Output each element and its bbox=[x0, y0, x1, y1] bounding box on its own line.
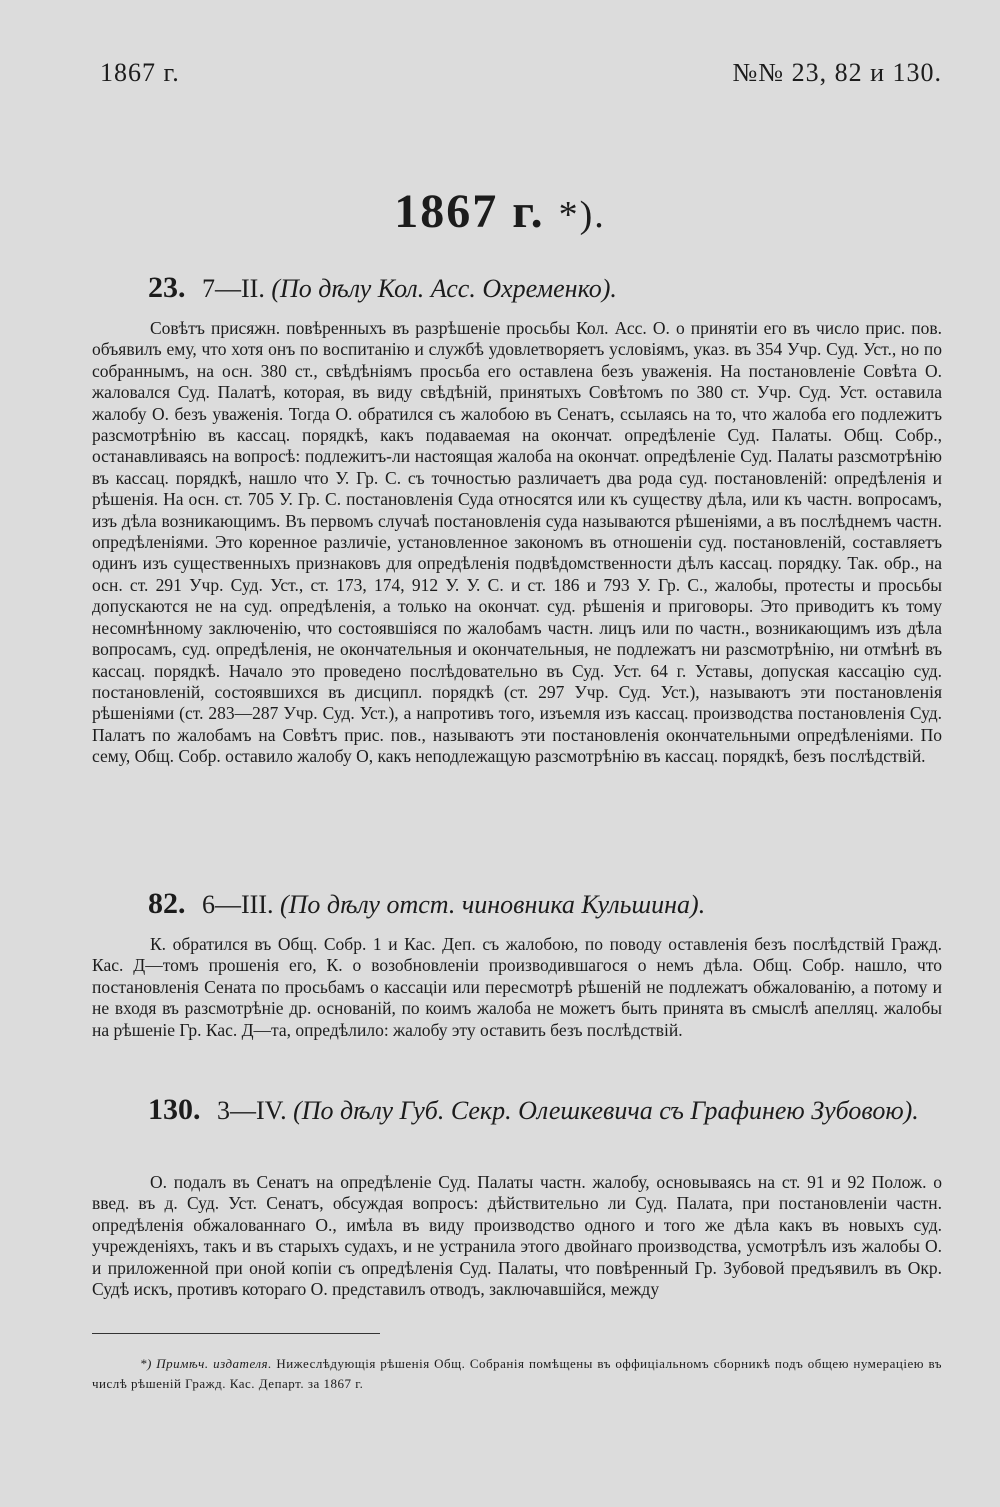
running-header bbox=[100, 58, 942, 88]
case-date: 3—IV. bbox=[217, 1096, 287, 1125]
footnote bbox=[92, 1354, 942, 1394]
case-text-130: О. подалъ въ Сенатъ на опредѣленіе Суд. Палаты частн. жалобу, основываясь на ст. 91 и 92 Полож. о введ. въ д. Суд. Уст. Сенатъ, обсуждая вопросъ: дѣйствительно ли Суд. Палата, при постановленіи частн. опредѣленія обжалованнаго О., имѣла въ виду производство одного и того же дѣла какъ въ новыхъ суд. учрежденіяхъ, такъ и въ старыхъ судахъ, и не устранила этого двойнаго производства, усмотрѣлъ изъ жалобы О. и приложенной при оной копіи съ опредѣленія Суд. Палаты, что повѣренный Гр. Зубовой предъявилъ въ Окр. Судѣ искъ, противъ котораго О. представилъ отводъ, заключавшійся, между bbox=[92, 1172, 942, 1300]
case-date: 6—III. bbox=[202, 890, 274, 919]
case-number: 23. bbox=[148, 271, 186, 304]
title-text: 1867 г. bbox=[394, 185, 545, 238]
case-title: (По дѣлу Губ. Секр. Олешкевича съ Графинею Зубовою). bbox=[293, 1096, 919, 1125]
case-title: (По дѣлу отст. чиновника Кульшина). bbox=[279, 890, 706, 919]
case-heading-130 bbox=[148, 1094, 942, 1127]
case-date: 7—II. bbox=[202, 274, 265, 303]
footnote-label: *) Примѣч. издателя. bbox=[140, 1356, 272, 1371]
case-number: 82. bbox=[148, 887, 186, 920]
case-heading-23 bbox=[148, 272, 942, 305]
header-year: 1867 г. bbox=[100, 58, 180, 87]
title-footnote-mark: *). bbox=[558, 194, 606, 236]
footnote-divider bbox=[92, 1333, 380, 1334]
case-number: 130. bbox=[148, 1093, 201, 1126]
case-text-23: Совѣтъ присяжн. повѣренныхъ въ разрѣшеніе просьбы Кол. Асс. О. о принятіи его въ число прис. пов. объявилъ ему, что хотя онъ по воспитанію и службѣ удовлетворяетъ условіямъ, указ. въ 354 Учр. Суд. Уст., но по собраннымъ, на осн. 380 ст., свѣдѣніямъ просьба его оставлена безъ уваженія. На постановленіе Совѣта О. жаловался Суд. Палатѣ, которая, въ виду свѣдѣній, принятыхъ Совѣтомъ по 380 ст. Учр. Суд. Уст. оставила жалобу О. безъ уваженія. Тогда О. обратился съ жалобою въ Сенатъ, ссылаясь на то, что жалоба его подлежитъ разсмотрѣнію въ кассац. порядкѣ, какъ подаваемая на окончат. опредѣленіе Суд. Палаты. Общ. Собр., останавливаясь на вопросѣ: подлежитъ-ли настоящая жалоба на окончат. опредѣленіе Суд. Палаты разсмотрѣнію въ кассац. порядкѣ, нашло что У. Гр. С. съ точностью различаетъ два рода суд. постановленій: опредѣленія и рѣшенія. На осн. ст. 705 У. Гр. С. постановленія Суда относятся или къ существу дѣла, или къ частн. вопросамъ, изъ дѣла возникающимъ. Въ первомъ случаѣ постановленія суда называются рѣшеніями, а въ послѣднемъ частн. опредѣленіями. Это коренное различіе, установленное закономъ въ отношеніи суд. постановленій, составляетъ одинъ изъ существенныхъ признаковъ для опредѣленія подвѣдомственности дѣлъ кассац. порядку. Так. обр., на осн. ст. 291 Учр. Суд. Уст., ст. 173, 174, 912 У. У. С. и ст. 186 и 793 У. Гр. С., жалобы, протесты и просьбы допускаются не на суд. опредѣленія, а только на окончат. суд. рѣшенія и приговоры. Это приводитъ къ тому несомнѣнному заключенію, что состоявшіяся по жалобамъ частн. лицъ или по частн., возникающимъ изъ дѣла вопросамъ, суд. опредѣленія, не окончательныя и окончательныя, не подлежатъ ни разсмотрѣнію, ни отмѣнѣ въ кассац. порядкѣ. Начало это проведено послѣдовательно въ Суд. Уст. 64 г. Уставы, допуская кассацію суд. постановленій, состоявшихся въ дисципл. порядкѣ (ст. 297 Учр. Суд. Уст.), называютъ эти постановленія рѣшеніями (ст. 283—287 Учр. Суд. Уст.), а напротивъ того, изъемля изъ кассац. производства постановленія Суд. Палатъ по жалобамъ на Совѣтъ прис. пов., называютъ эти постановленія окончательными опредѣленіями. По сему, Общ. Собр. оставило жалобу О, какъ неподлежащую разсмотрѣнію въ кассац. порядкѣ, безъ послѣдствій. bbox=[92, 318, 942, 767]
page-title bbox=[0, 184, 1000, 239]
header-numbers: №№ 23, 82 и 130. bbox=[732, 58, 942, 87]
case-text-82: К. обратился въ Общ. Собр. 1 и Кас. Деп. съ жалобою, по поводу оставленія безъ послѣдствій Гражд. Кас. Д—томъ прошенія его, К. о возобновленіи производившагося о немъ дѣла. Общ. Собр. нашло, что постановленія Сената по просьбамъ о кассаціи или пересмотрѣ рѣшеній не подлежатъ обжалованію, а потому и не входя въ разсмотрѣніе др. основаній, по коимъ жалоба не можетъ быть принята въ смыслѣ апелляц. жалобы на рѣшеніе Гр. Кас. Д—та, опредѣлило: жалобу эту оставить безъ послѣдствій. bbox=[92, 934, 942, 1040]
footnote-text: Нижеслѣдующія рѣшенія Общ. Собранія помѣщены въ оффиціальномъ сборникѣ подъ общею нумераціею въ числѣ рѣшеній Гражд. Кас. Департ. за 1867 г. bbox=[92, 1356, 942, 1391]
case-title: (По дѣлу Кол. Асс. Охременко). bbox=[271, 274, 617, 303]
case-heading-82 bbox=[148, 888, 942, 921]
